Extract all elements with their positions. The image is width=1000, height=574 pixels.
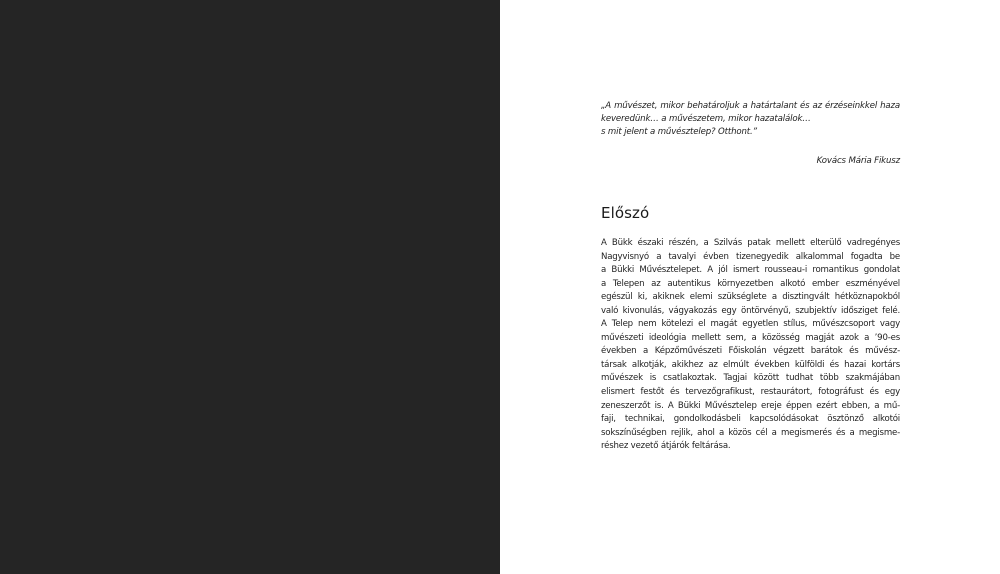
body-line: Nagyvisnyó a tavalyi évben tizenegyedik alkalommal fogadta be	[601, 251, 900, 262]
right-page	[500, 0, 1000, 574]
quote-line: „A művészet, mikor behatároljuk a határtalant és az érzéseinkkel haza	[601, 101, 900, 111]
body-line: A Bükk északi részén, a Szilvás patak mellett elterülő vadregényes	[601, 238, 900, 248]
body-line: a Bükki Művésztelepet. A jól ismert rousseau-i romantikus gondolat	[601, 265, 900, 276]
body-line: faji, technikai, gondolkodásbeli kapcsolódásokat ösztönző alkotói	[601, 414, 900, 425]
body-line: művészek is csatlakoztak. Tagjai között tudhat több szakmájában	[601, 373, 900, 384]
quote-line: s mit jelent a művésztelep? Otthont.”	[601, 127, 757, 137]
body-line: években a Képzőművészeti Főiskolán végzett barátok és művész-	[601, 346, 900, 357]
body-line: való kivonulás, vágyakozás egy öntörvényű, szubjektív idősziget felé.	[601, 305, 900, 316]
body-line: művészeti ideológia mellett sem, a közösség magját azok a ’90-es	[601, 332, 900, 343]
body-line: a Telepen az autentikus környezetben alkotó ember eszményével	[601, 278, 900, 289]
body-line: A Telep nem kötelezi el magát egyetlen stílus, művészcsoport vagy	[601, 319, 900, 330]
body-line: zeneszerzőt is. A Bükki Művésztelep ereje éppen ezért ebben, a mű-	[601, 400, 900, 411]
epigraph-quote	[601, 100, 900, 168]
body-line: elismert festőt és tervezőgrafikust, restaurátort, fotográfust és egy	[601, 387, 900, 398]
body-line: réshez vezető átjárók feltárása.	[601, 441, 731, 452]
section-title: Előszó	[601, 204, 650, 222]
quote-line: keveredünk… a művészetem, mikor hazatalálok…	[601, 114, 811, 124]
quote-author: Kovács Mária Fikusz	[816, 156, 900, 166]
body-line: egészül ki, akiknek elemi szükséglete a disztingvált hétköznapokból	[601, 292, 900, 303]
body-line: sokszínűségben rejlik, ahol a közös cél a megismerés és a megisme-	[601, 427, 900, 438]
body-line: társak alkotják, akikhez az elmúlt években külföldi és hazai kortárs	[601, 359, 900, 370]
body-paragraph	[601, 237, 900, 454]
